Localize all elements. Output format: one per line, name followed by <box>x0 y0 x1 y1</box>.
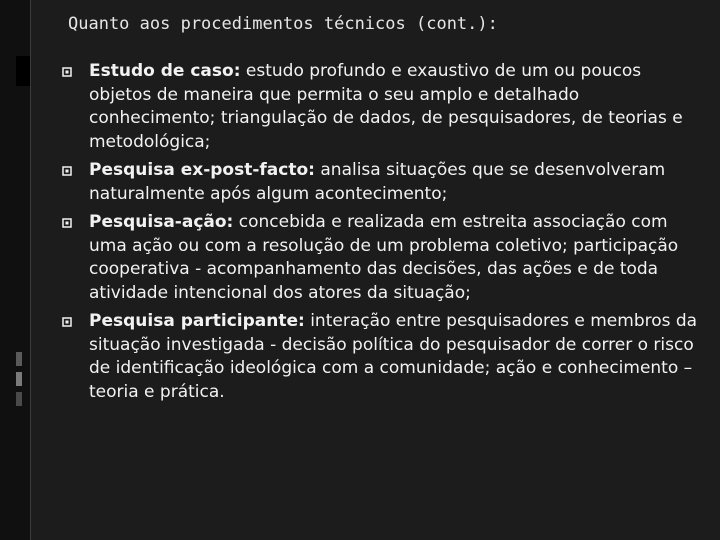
bullet-item <box>62 310 702 404</box>
decor-square <box>16 352 22 366</box>
slide-title: Quanto aos procedimentos técnicos (cont.): <box>68 14 498 34</box>
box-bullet-icon <box>62 67 72 77</box>
box-bullet-icon <box>62 317 72 327</box>
bullet-list <box>62 60 702 409</box>
bullet-text: interação entre pesquisadores e membros da situação investigada - decisão política do pesquisador de correr o risco de identificação ideológica com a comunidade; ação e conhecimento – teoria e prática. <box>89 311 698 402</box>
decor-square <box>16 392 22 406</box>
bullet-term: Pesquisa participante: <box>89 311 305 331</box>
box-bullet-icon <box>62 166 72 176</box>
bullet-term: Estudo de caso: <box>89 61 241 81</box>
bullet-text: concebida e realizada em estreita associação com uma ação ou com a resolução de um problema coletivo; participação cooperativa - acompanhamento das decisões, das ações e de toda atividade intencional dos atores da situação; <box>89 212 679 303</box>
bullet-term: Pesquisa-ação: <box>89 212 234 232</box>
box-bullet-icon <box>62 218 72 228</box>
bullet-item <box>62 211 702 305</box>
vertical-divider <box>30 0 31 540</box>
bullet-item <box>62 60 702 154</box>
accent-block <box>16 56 30 86</box>
bullet-term: Pesquisa ex-post-facto: <box>89 160 315 180</box>
bullet-item <box>62 159 702 206</box>
bullet-text: analisa situações que se desenvolveram naturalmente após algum acontecimento; <box>89 160 666 204</box>
decor-square <box>16 372 22 386</box>
bullet-text: estudo profundo e exaustivo de um ou poucos objetos de maneira que permita o seu amplo e detalhado conhecimento; triangulação de dados, de pesquisadores, de teorias e metodológica; <box>89 61 683 152</box>
